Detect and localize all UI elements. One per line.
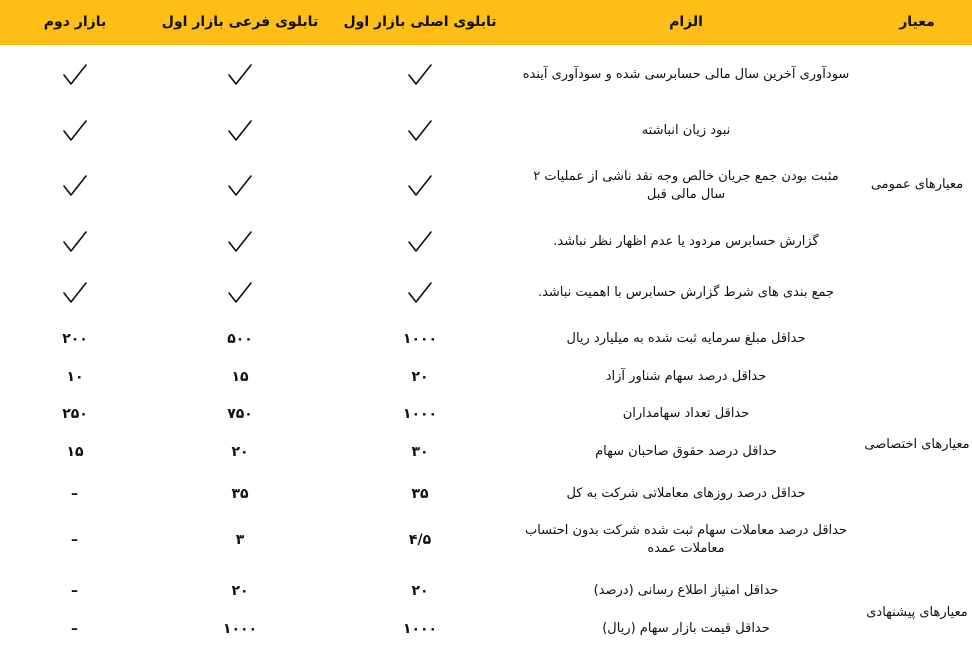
requirement-cell: حداقل درصد سهام شناور آزاد (605, 369, 767, 384)
checkmark-icon (150, 216, 330, 268)
second-value-cell: – (71, 621, 79, 637)
table-row (0, 515, 972, 565)
main-value-cell: ۱۰۰۰ (402, 331, 438, 347)
sub-value-cell: ۳ (235, 532, 245, 548)
table-row (0, 47, 972, 102)
group-general: معیارهای عمومی (870, 177, 964, 192)
header-criterion: معیار (899, 14, 935, 30)
checkmark-icon (330, 158, 510, 213)
checkmark-icon (150, 268, 330, 318)
second-value-cell: – (71, 583, 79, 599)
table-row (0, 475, 972, 513)
main-value-cell: ۲۰ (411, 369, 429, 385)
group-specific: معیارهای اختصاصی (864, 437, 970, 452)
second-value-cell: ۱۰ (66, 369, 84, 385)
requirement-cell: حداقل امتیاز اطلاع رسانی (درصد) (593, 583, 779, 598)
requirement-cell: جمع بندی های شرط گزارش حسابرس با اهمیت نباشد. (537, 285, 835, 300)
requirement-cell: حداقل تعداد سهامداران (622, 406, 750, 421)
table-row (0, 573, 972, 609)
main-value-cell: ۲۰ (411, 583, 429, 599)
table-row (0, 107, 972, 155)
table-row (0, 322, 972, 356)
checkmark-icon (330, 107, 510, 155)
second-value-cell: – (71, 486, 79, 502)
sub-value-cell: ۳۵ (231, 486, 249, 502)
checkmark-icon (0, 47, 150, 102)
requirement-cell: حداقل درصد معاملات سهام ثبت شده شرکت بدون احتساب معاملات عمده (524, 523, 848, 556)
checkmark-icon (0, 216, 150, 268)
main-value-cell: ۱۰۰۰ (402, 621, 438, 637)
table-row (0, 360, 972, 394)
checkmark-icon (150, 47, 330, 102)
header-second-market: بازار دوم (43, 14, 107, 30)
requirement-cell: حداقل درصد روزهای معاملاتی شرکت به کل (566, 486, 806, 501)
requirement-cell: سودآوری آخرین سال مالی حسابرسی شده و سودآوری آینده (522, 66, 850, 82)
table-row (0, 268, 972, 318)
sub-value-cell: ۲۰ (231, 583, 249, 599)
header-main-board: تابلوی اصلی بازار اول (343, 14, 497, 30)
checkmark-icon (150, 107, 330, 155)
sub-value-cell: ۵۰۰ (227, 331, 253, 347)
sub-value-cell: ۱۰۰۰ (222, 621, 258, 637)
main-value-cell: ۳۰ (411, 444, 429, 460)
requirement-cell: حداقل مبلغ سرمایه ثبت شده به میلیارد ریال (566, 331, 806, 346)
main-value-cell: ۴/۵ (408, 532, 432, 548)
table-row (0, 397, 972, 431)
second-value-cell: – (71, 532, 79, 548)
table-row (0, 611, 972, 647)
table-row (0, 216, 972, 268)
requirement-cell: نبود زیان انباشته (641, 123, 731, 138)
requirement-cell: مثبت بودن جمع جریان خالص وجه نقد ناشی از عملیات ۲ سال مالی قبل (533, 168, 839, 202)
second-value-cell: ۲۰۰ (62, 331, 88, 347)
checkmark-icon (0, 268, 150, 318)
table-row (0, 433, 972, 471)
requirement-cell: گزارش حسابرس مردود یا عدم اظهار نظر نباشد. (553, 234, 819, 249)
second-value-cell: ۱۵ (66, 444, 84, 460)
checkmark-icon (150, 158, 330, 213)
table-row (0, 158, 972, 213)
sub-value-cell: ۱۵ (231, 369, 249, 385)
requirement-cell: حداقل قیمت بازار سهام (ریال) (602, 621, 770, 636)
checkmark-icon (330, 268, 510, 318)
checkmark-icon (330, 47, 510, 102)
header-sub-board: تابلوی فرعی بازار اول (161, 14, 319, 30)
header-requirement: الزام (669, 14, 703, 30)
second-value-cell: ۲۵۰ (62, 406, 88, 422)
requirement-cell: حداقل درصد حقوق صاحبان سهام (595, 444, 777, 459)
checkmark-icon (0, 107, 150, 155)
sub-value-cell: ۲۰ (231, 444, 249, 460)
checkmark-icon (0, 158, 150, 213)
sub-value-cell: ۷۵۰ (227, 406, 253, 422)
main-value-cell: ۱۰۰۰ (402, 406, 438, 422)
table-header (0, 0, 972, 45)
main-value-cell: ۳۵ (411, 486, 429, 502)
group-proposed: معیارهای پیشنهادی (866, 604, 968, 620)
checkmark-icon (330, 216, 510, 268)
